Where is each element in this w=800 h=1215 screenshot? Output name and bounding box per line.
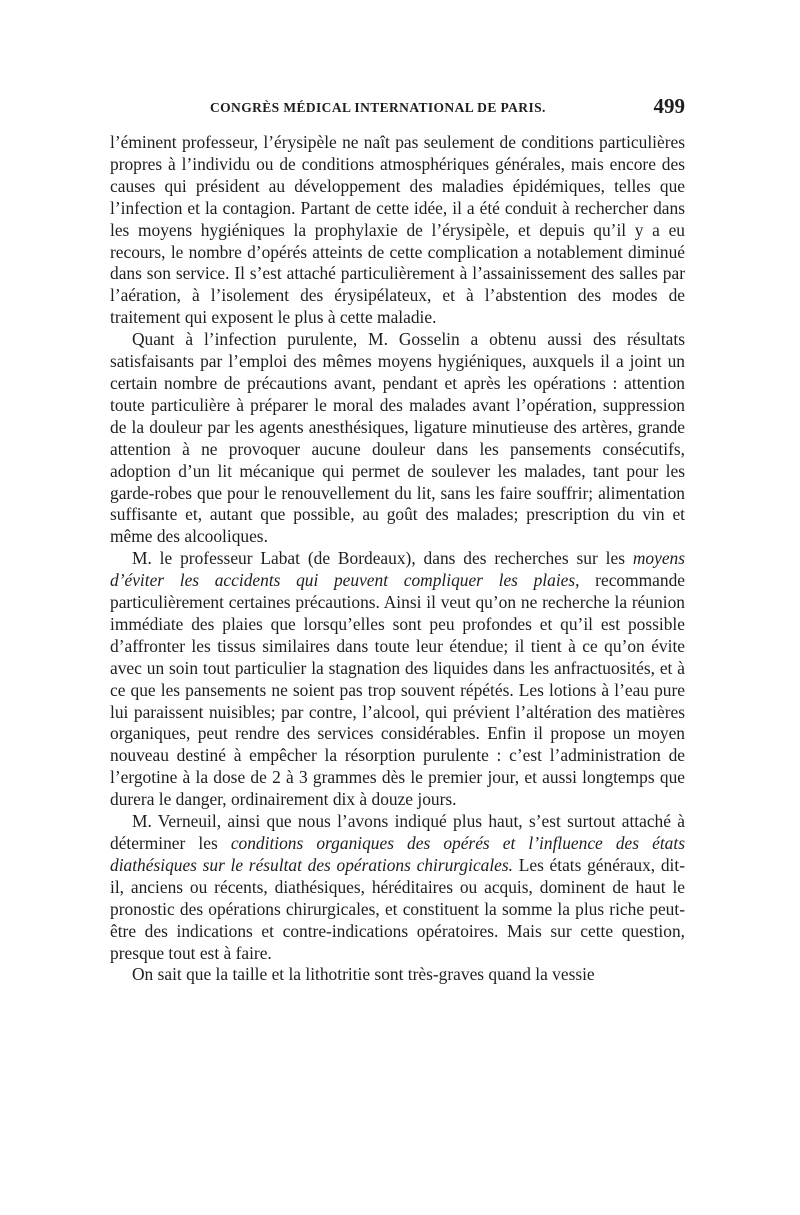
body-text: [110, 132, 685, 986]
text-segment: Quant à l’infection purulente, M. Gosselin a obtenu aussi des résultats satisfaisants par l’emploi des mêmes moyens hygiéniques, auxquels il a joint un certain nombre de précautions avant, pendant et après les opérations : attention toute particulière à préparer le moral des malades avant l’opération, suppression de la douleur par les agents anesthésiques, ligature minutieuse des artères, grande attention à ne provoquer aucune douleur dans les pansements consécutifs, adoption d’un lit mécanique qui permet de soulever les malades, tant pour les garde-robes que pour le renouvellement du lit, sans les faire souffrir; alimentation suffisante et, autant que possible, au goût des malades; prescription du vin et même des alcooliques.: [110, 329, 685, 547]
paragraph: [110, 132, 685, 329]
text-segment: On sait que la taille et la lithotritie sont très-graves quand la vessie: [132, 964, 595, 985]
italic-text: moyens d’éviter les accidents qui peuvent compliquer les plaies: [110, 548, 685, 591]
text-segment: M. Verneuil, ainsi que nous l’avons indiqué plus haut, s’est surtout attaché à déterminer les: [110, 811, 685, 853]
paragraph: [110, 548, 685, 811]
paragraph: [110, 964, 685, 986]
text-segment: , recommande particulièrement certaines précautions. Ainsi il veut qu’on ne recherche la réunion immédiate des plaies que lorsqu’elles sont peu profondes et qu’il est possible d’affronter les tissus similaires dans toute leur étendue; il tient à ce qu’on évite avec un soin tout particulier la stagnation des liquides dans les anfractuosités, et à ce que les pansements ne soient pas trop souvent répétés. Les lotions à l’eau pure lui paraissent nuisibles; par contre, l’alcool, qui prévient l’altération des matières organiques, peut rendre des services considérables. Enfin il propose un moyen nouveau destiné à empêcher la résorption purulente : c’est l’administration de l’ergotine à la dose de 2 à 3 grammes dès le premier jour, et aussi longtemps que durera le danger, ordinairement dix à douze jours.: [110, 570, 685, 810]
italic-text: conditions organiques des opérés et l’influence des états diathésiques sur le résultat des opérations chirurgicales.: [110, 833, 685, 875]
page-number: 499: [653, 94, 685, 118]
text-segment: Les états généraux, dit-il, anciens ou récents, diathésiques, héréditaires ou acquis, dominent de haut le pronostic des opérations chirurgicales, et constituent la somme la plus riche peut-être des indications et contre-indications opératoires. Mais sur cette question, presque tout est à faire.: [110, 854, 685, 963]
book-page: [110, 96, 685, 986]
text-segment: M. le professeur Labat (de Bordeaux), dans des recherches sur les: [132, 548, 633, 569]
paragraph: [110, 329, 685, 548]
running-head: [110, 96, 685, 126]
running-title: CONGRÈS MÉDICAL INTERNATIONAL DE PARIS.: [210, 100, 546, 115]
text-segment: l’éminent professeur, l’érysipèle ne naît pas seulement de conditions particulières propres à l’individu ou de conditions atmosphériques générales, mais encore des causes qui président au développement des maladies épidémiques, telles que l’infection et la contagion. Partant de cette idée, il a été conduit à rechercher dans les moyens hygiéniques la prophylaxie de l’érysipèle, et depuis qu’il y a eu recours, le nombre d’opérés atteints de cette complication a notablement diminué dans son service. Il s’est attaché particulièrement à l’assainissement des salles par l’aération, à l’isolement des érysipélateux, et à l’abstention des modes de traitement qui exposent le plus à cette maladie.: [110, 132, 685, 328]
paragraph: [110, 811, 685, 964]
